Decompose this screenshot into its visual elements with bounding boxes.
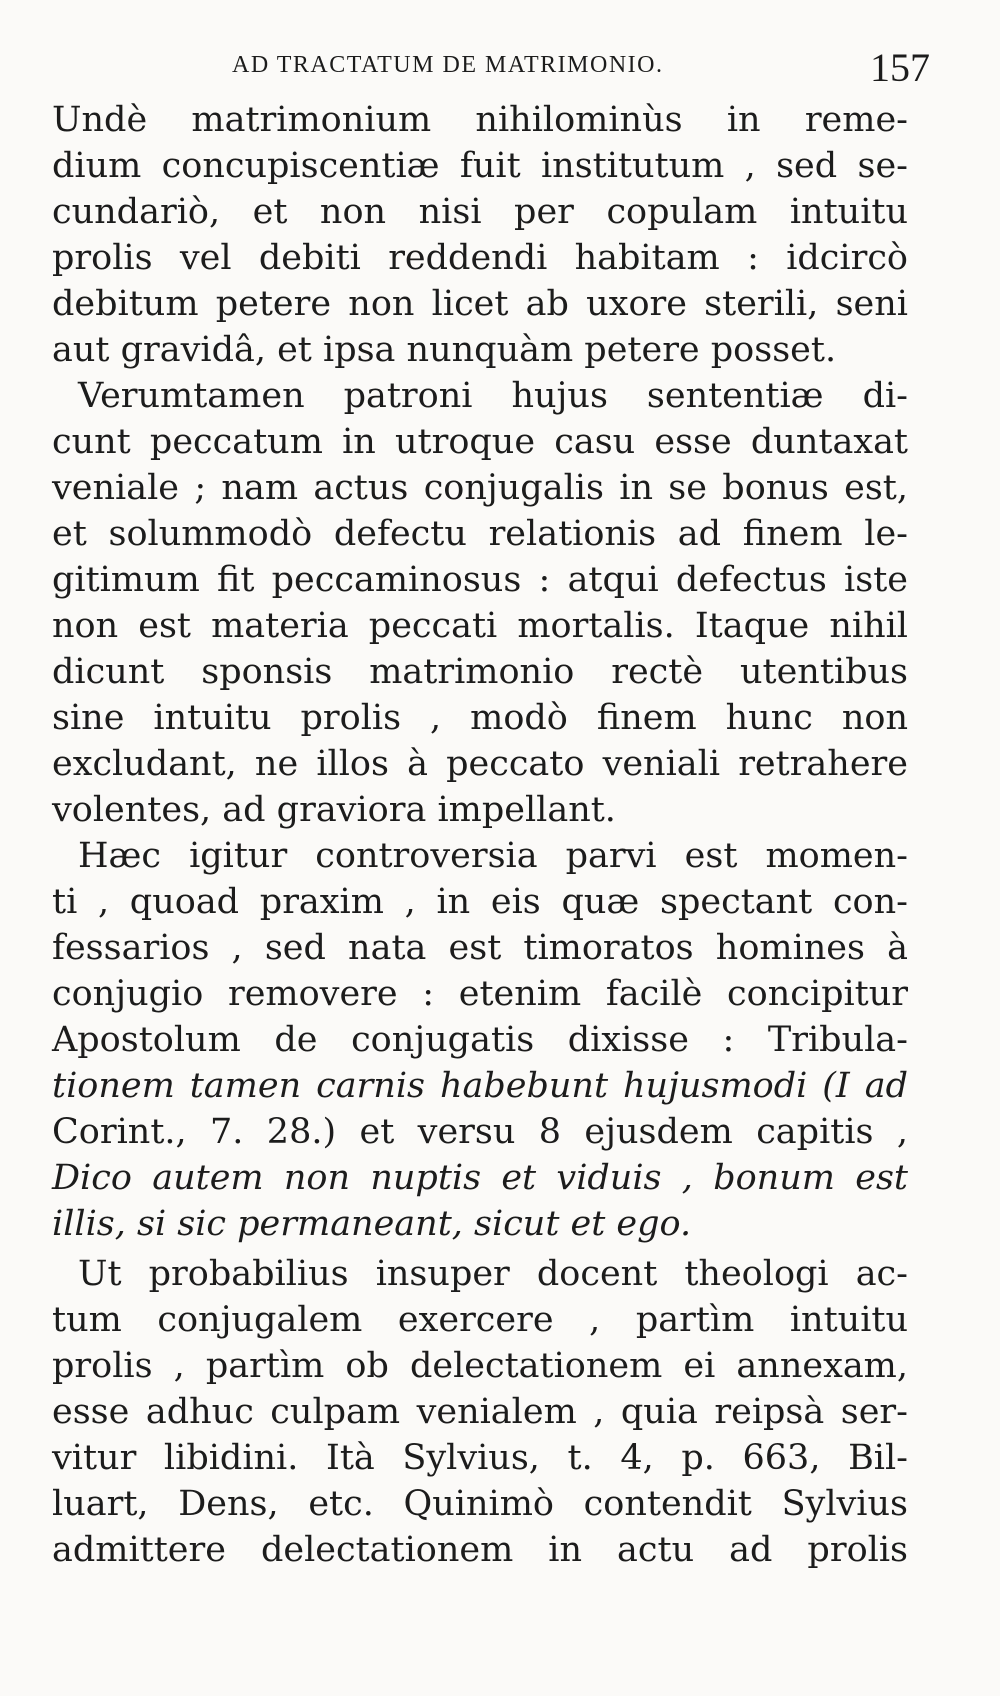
text-line: gitimum fit peccaminosus : atqui defectus iste	[52, 560, 908, 600]
text-line: Verumtamen patroni hujus sententiæ di-	[78, 376, 908, 416]
text-line: veniale ; nam actus conjugalis in se bonus est,	[52, 468, 908, 508]
text-line: fessarios , sed nata est timoratos homines à	[52, 928, 908, 968]
text-line: non est materia peccati mortalis. Itaque nihil	[52, 606, 908, 646]
text-line: Hæc igitur controversia parvi est momen-	[78, 836, 908, 876]
text-line: dium concupiscentiæ fuit institutum , sed se-	[52, 146, 908, 186]
text-line: et solummodò defectu relationis ad finem le-	[52, 514, 908, 554]
text-line: dicunt sponsis matrimonio rectè utentibus	[52, 652, 908, 692]
text-line: conjugio removere : etenim facilè concipitur	[52, 974, 908, 1014]
text-line: cundariò, et non nisi per copulam intuitu	[52, 192, 908, 232]
text-line: illis, si sic permaneant, sicut et ego.	[52, 1204, 692, 1244]
text-line: volentes, ad graviora impellant.	[52, 790, 616, 830]
text-line: tum conjugalem exercere , partìm intuitu	[52, 1300, 908, 1340]
text-line: luart, Dens, etc. Quinimò contendit Sylvius	[52, 1484, 908, 1524]
text-line: debitum petere non licet ab uxore sterili, seni	[52, 284, 908, 324]
text-line: Ut probabilius insuper docent theologi ac-	[78, 1254, 908, 1294]
text-line: prolis vel debiti reddendi habitam : idcircò	[52, 238, 908, 278]
text-line: prolis , partìm ob delectationem ei annexam,	[52, 1346, 908, 1386]
text-line: Undè matrimonium nihilominùs in reme-	[52, 100, 908, 140]
text-line: sine intuitu prolis , modò finem hunc non	[52, 698, 908, 738]
running-title: AD TRACTATUM DE MATRIMONIO.	[232, 52, 664, 78]
page-number: 157	[870, 45, 930, 90]
text-line: tionem tamen carnis habebunt hujusmodi (I ad	[52, 1066, 908, 1106]
text-line: Corint., 7. 28.) et versu 8 ejusdem capitis ,	[52, 1112, 908, 1152]
text-line: cunt peccatum in utroque casu esse duntaxat	[52, 422, 908, 462]
text-line: aut gravidâ, et ipsa nunquàm petere posset.	[52, 330, 837, 370]
text-line: ti , quoad praxim , in eis quæ spectant con-	[52, 882, 908, 922]
text-line: admittere delectationem in actu ad prolis	[52, 1530, 908, 1570]
text-line: excludant, ne illos à peccato veniali retrahere	[52, 744, 908, 784]
text-line: esse adhuc culpam venialem , quia reipsà ser-	[52, 1392, 908, 1432]
text-line: vitur libidini. Ità Sylvius, t. 4, p. 663, Bil-	[52, 1438, 908, 1478]
text-line: Dico autem non nuptis et viduis , bonum est	[52, 1158, 908, 1198]
text-line: Apostolum de conjugatis dixisse : Tribula-	[52, 1020, 908, 1060]
